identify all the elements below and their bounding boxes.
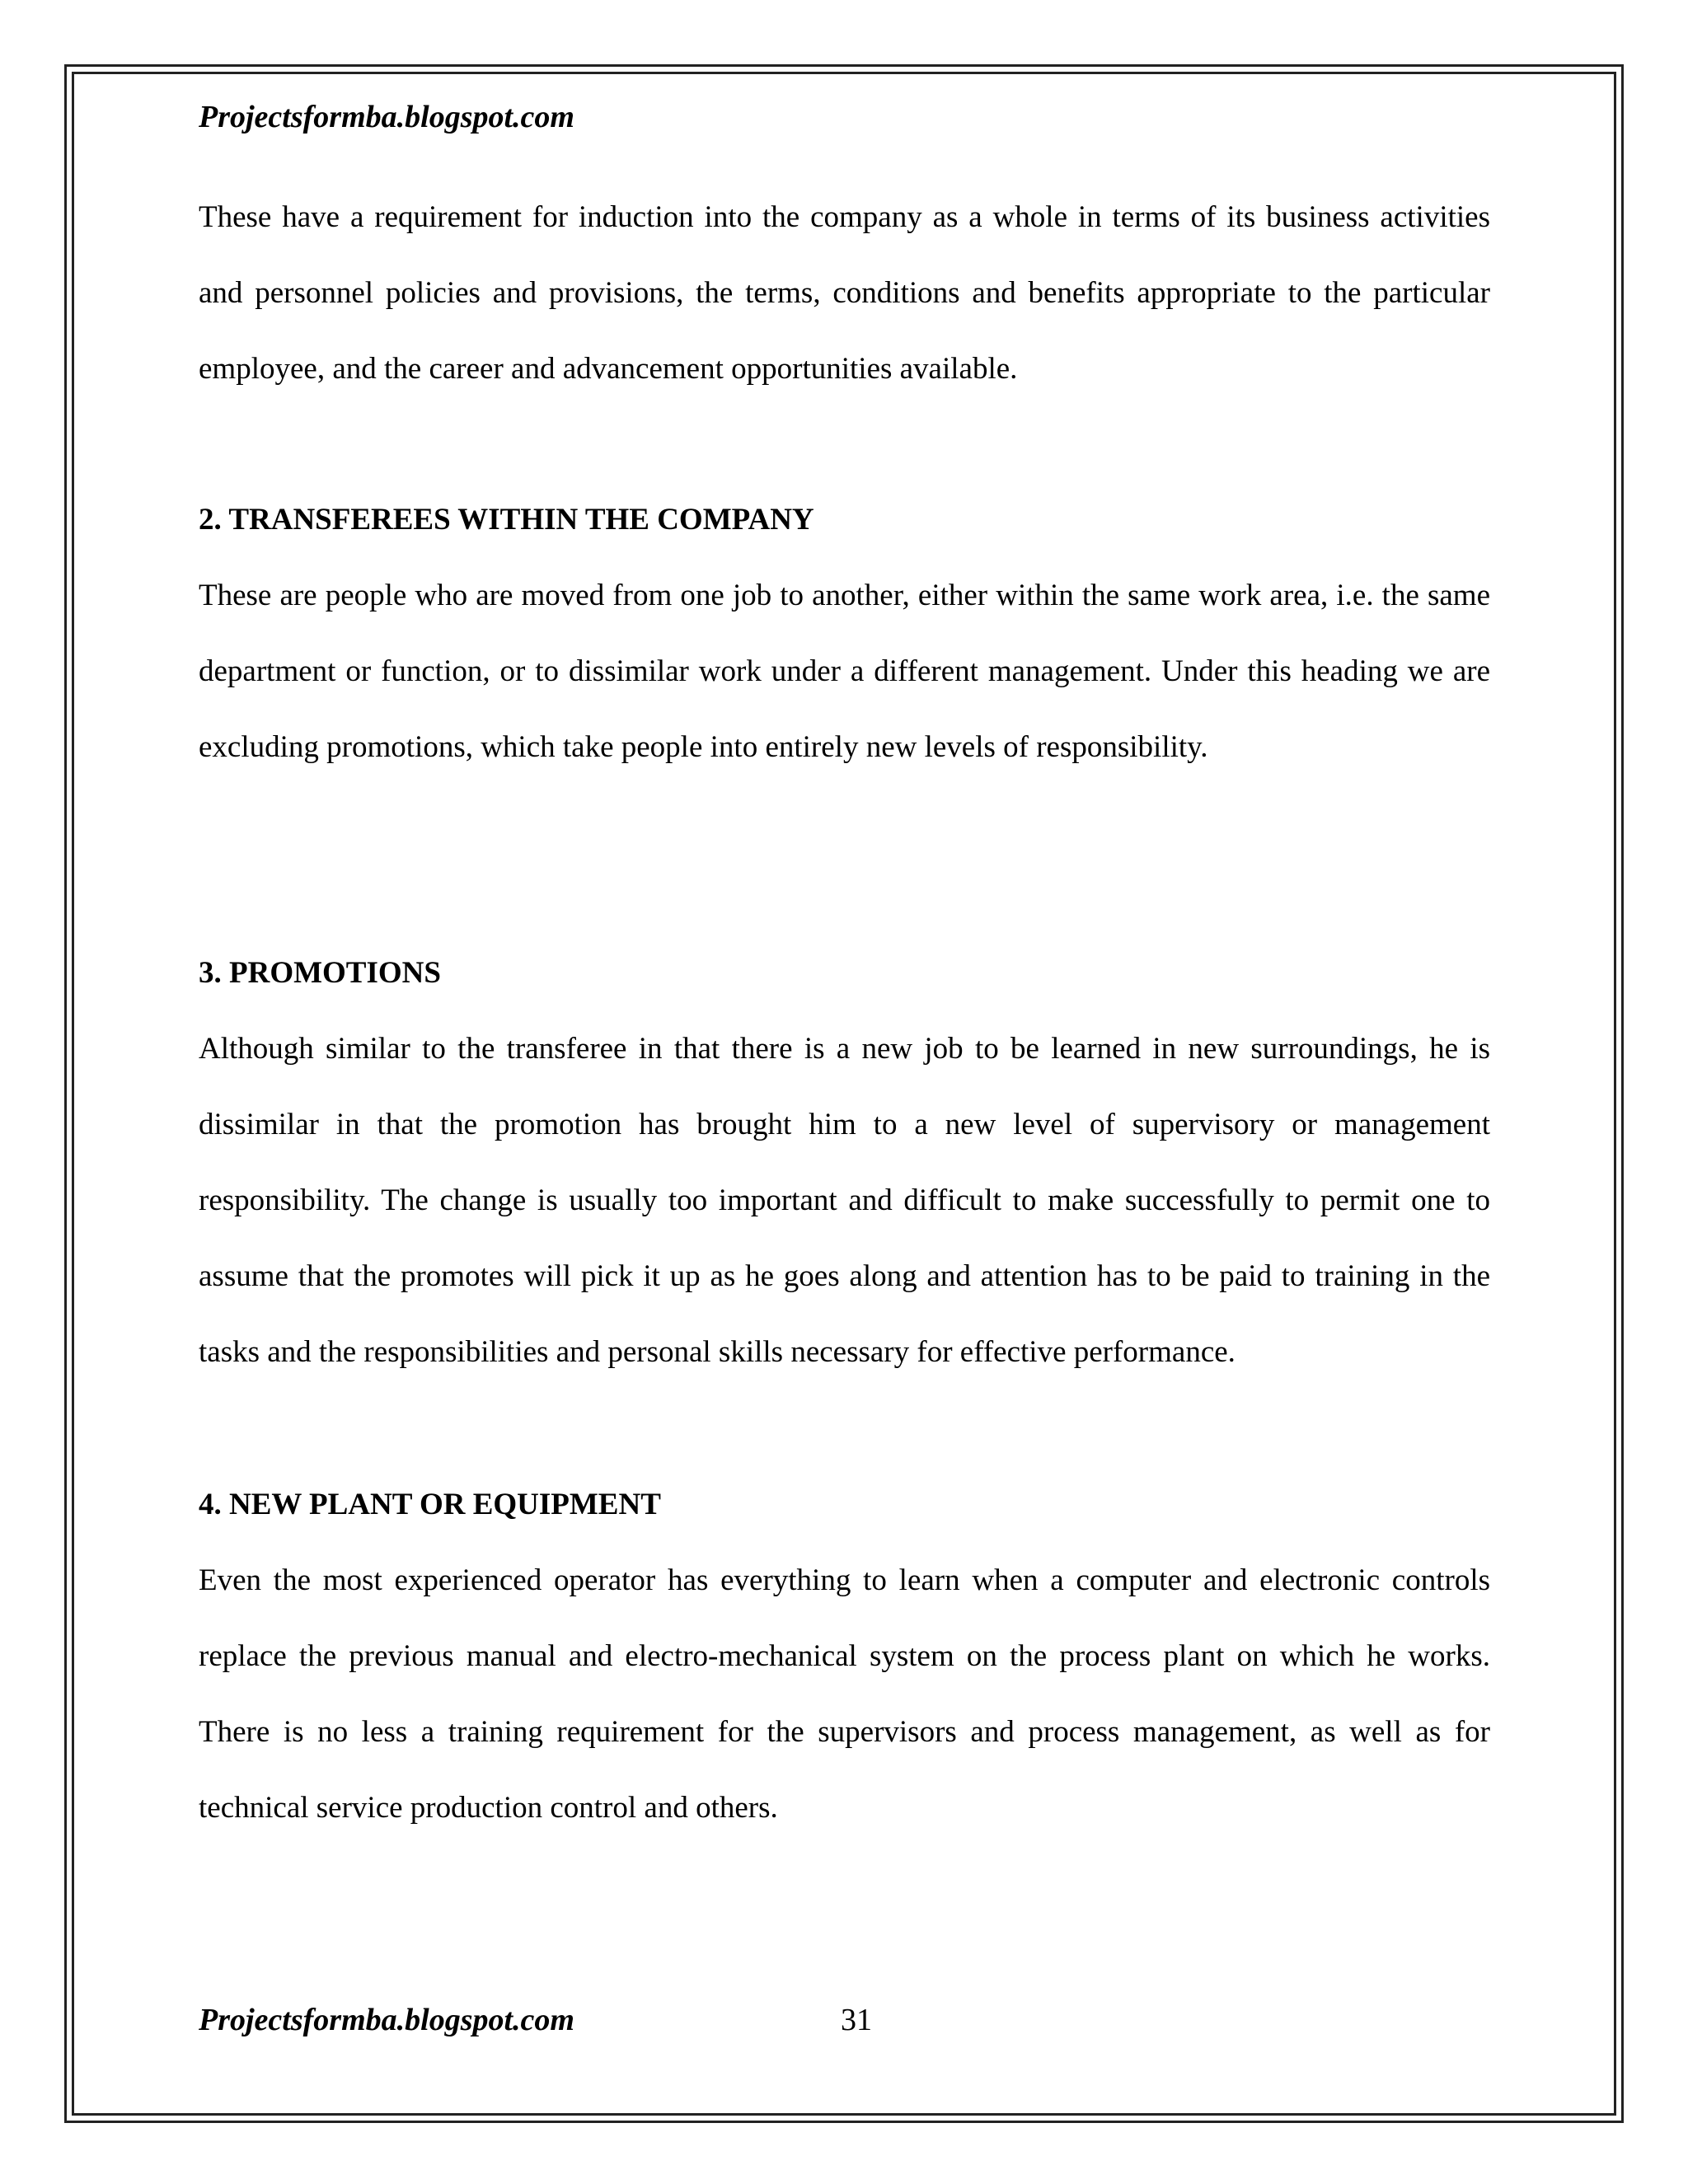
page-number: 31 [841,2003,872,2037]
section-paragraph: Even the most experienced operator has everything to learn when a computer and electronic controls replace the previous manual and electro-mechanical system on the process plant on which he works. There is no less a training requirement for the supervisors and process management, as well as for technical service production control and others. [199,1563,1490,1825]
section-transferees [199,482,1490,785]
section-heading: 4. NEW PLANT OR EQUIPMENT [199,1488,661,1521]
section-heading: 2. TRANSFEREES WITHIN THE COMPANY [199,503,814,537]
section-promotions [199,935,1490,1390]
section-new-plant [199,1467,1490,1846]
footer-site-name: Projectsformba.blogspot.com [199,2003,574,2037]
section-paragraph: Although similar to the transferee in that there is a new job to be learned in new surroundings, he is dissimilar in that the promotion has brought him to a new level of supervisory or management responsibility. The change is usually too important and difficult to make successfully to permit one to assume that the promotes will pick it up as he goes along and attention has to be paid to training in the tasks and the responsibilities and personal skills necessary for effective performance. [199,1032,1490,1369]
header-site-name: Projectsformba.blogspot.com [199,100,574,134]
intro-paragraph: These have a requirement for induction into the company as a whole in terms of its business activities and personnel policies and provisions, the terms, conditions and benefits appropriate to the particular employee, and the career and advancement opportunities available. [199,200,1490,386]
intro-block [199,180,1490,407]
section-heading: 3. PROMOTIONS [199,956,441,990]
section-paragraph: These are people who are moved from one job to another, either within the same work area, i.e. the same department or function, or to dissimilar work under a different management. Under this heading we are excluding promotions, which take people into entirely new levels of responsibility. [199,579,1490,764]
